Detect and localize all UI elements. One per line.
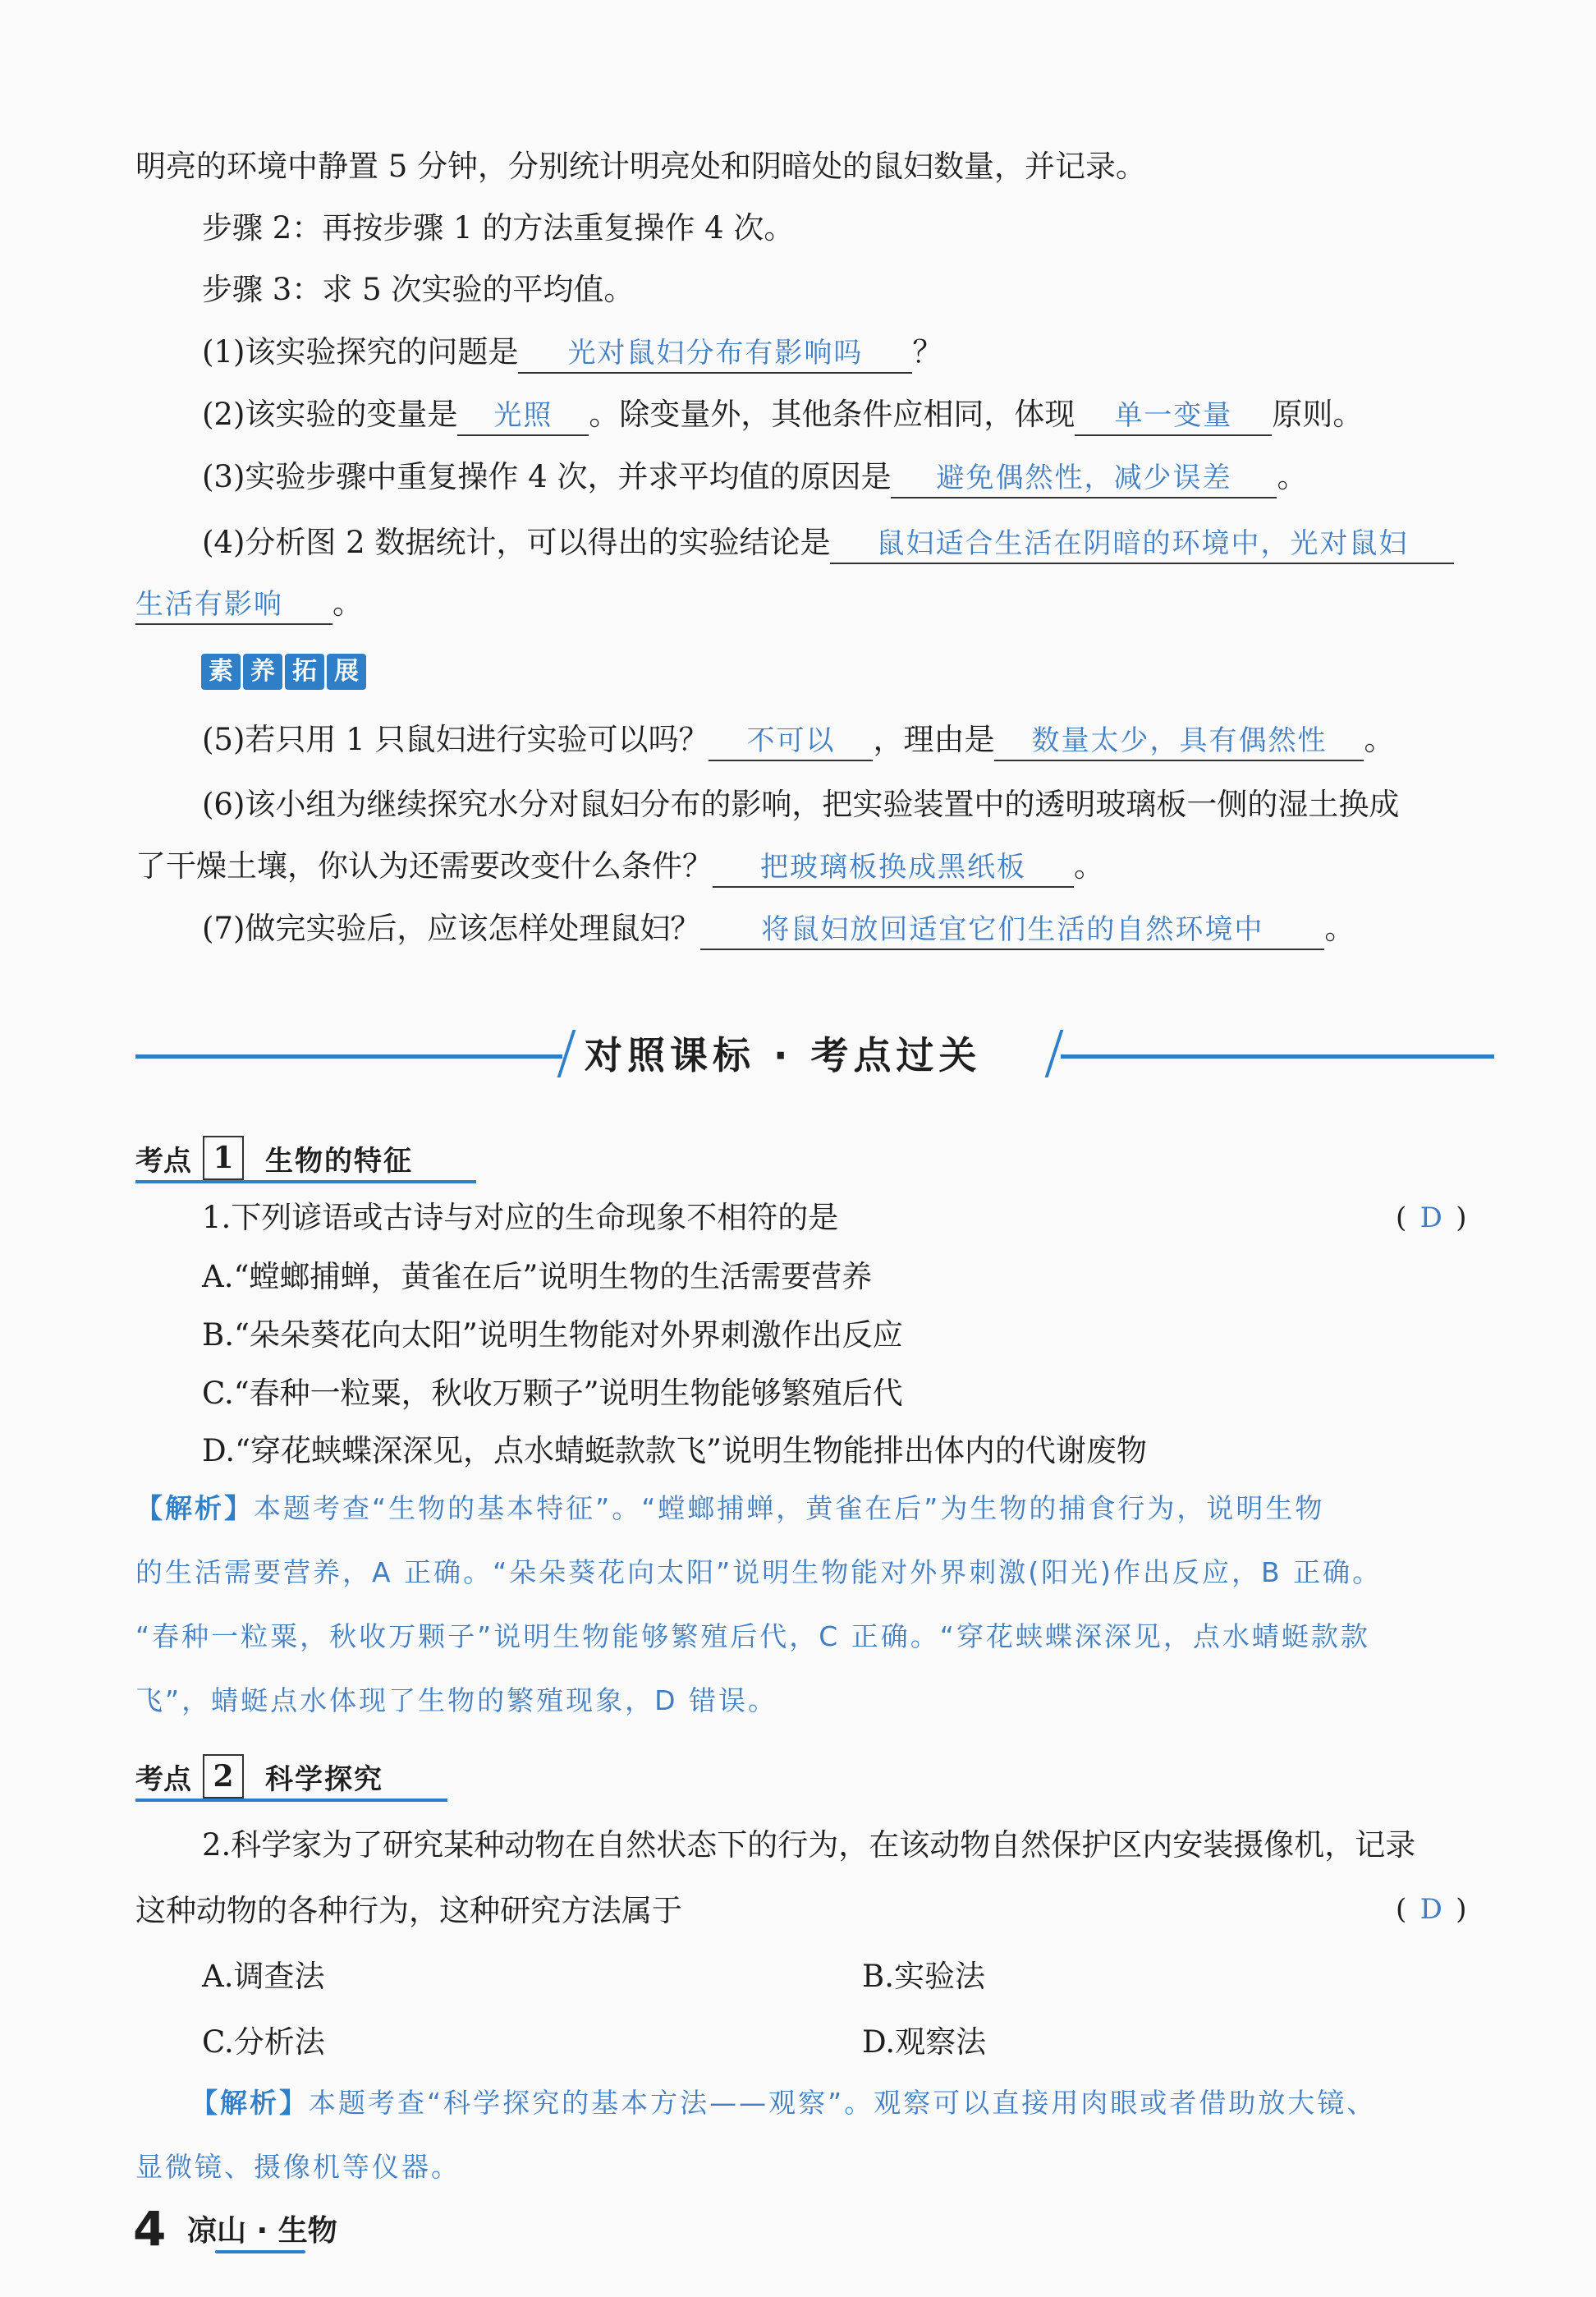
- answer-q3: 避免偶然性，减少误差: [891, 459, 1277, 498]
- point-2-question-line1: 2.科学家为了研究某种动物在自然状态下的行为，在该动物自然保护区内安装摄像机，记录: [202, 1827, 1416, 1863]
- question-5: (5)若只用 1 只鼠妇进行实验可以吗？ 不可以 ，理由是 数量太少，具有偶然性 。: [202, 719, 1394, 761]
- footer-accent-bar: [215, 2250, 305, 2253]
- point-1-explanation-line: 【解析】本题考查“生物的基本特征”。“螳螂捕蝉，黄雀在后”为生物的捕食行为，说明生物: [135, 1492, 1325, 1524]
- point-2-answer-box: ( D ): [1396, 1889, 1467, 1930]
- step-3: 步骤 3：求 5 次实验的平均值。: [202, 272, 635, 307]
- experiment-intro: 明亮的环境中静置 5 分钟，分别统计明亮处和阴暗处的鼠妇数量，并记录。: [135, 149, 1147, 184]
- question-7: (7)做完实验后，应该怎样处理鼠妇？ 将鼠妇放回适宜它们生活的自然环境中 。: [202, 908, 1355, 950]
- point-1-option-a: A.“螳螂捕蝉，黄雀在后”说明生物的生活需要营养: [202, 1259, 873, 1294]
- explanation-tag: 【解析】: [190, 2087, 309, 2119]
- answer-q4-part1: 鼠妇适合生活在阴暗的环境中，光对鼠妇: [830, 525, 1454, 564]
- point-1-explanation-line: 的生活需要营养，A 正确。“朵朵葵花向太阳”说明生物能对外界刺激(阳光)作出反应，B 正确。: [135, 1556, 1383, 1588]
- question-4: (4)分析图 2 数据统计，可以得出的实验结论是 鼠妇适合生活在阴暗的环境中，光对鼠妇: [202, 522, 1454, 564]
- point-2-title: 科学探究: [265, 1762, 383, 1796]
- point-2-option-c: C.分析法: [202, 2024, 325, 2060]
- banner-line-left: [135, 1054, 562, 1059]
- page-number: 4: [133, 2201, 167, 2257]
- answer-q6: 把玻璃板换成黑纸板: [713, 848, 1074, 888]
- point-2-option-b: B.实验法: [862, 1959, 985, 1994]
- point-2-explanation-line: 【解析】本题考查“科学探究的基本方法——观察”。观察可以直接用肉眼或者借助放大镜、: [190, 2087, 1377, 2119]
- extension-badge: [201, 654, 366, 690]
- point-1-explanation-line: “春种一粒粟，秋收万颗子”说明生物能够繁殖后代，C 正确。“穿花蛱蝶深深见，点水蜻蜓款款: [135, 1620, 1370, 1652]
- answer-q5-reason: 数量太少，具有偶然性: [994, 722, 1364, 761]
- banner-slash-right: [1045, 1030, 1064, 1077]
- badge-char: 素: [201, 654, 241, 690]
- point-1-answer: D: [1419, 1201, 1442, 1234]
- point-2-answer: D: [1419, 1893, 1442, 1926]
- point-2-explanation-line: 显微镜、摄像机等仪器。: [135, 2151, 461, 2183]
- answer-q2-principle: 单一变量: [1075, 397, 1272, 436]
- question-6-line2: 了干燥土壤，你认为还需要改变什么条件？ 把玻璃板换成黑纸板 。: [135, 846, 1104, 888]
- point-1-header: 考点 1 生物的特征: [135, 1136, 413, 1180]
- badge-char: 养: [243, 654, 282, 690]
- question-3: (3)实验步骤中重复操作 4 次，并求平均值的原因是 避免偶然性，减少误差 。: [202, 457, 1307, 498]
- point-1-title: 生物的特征: [265, 1144, 413, 1178]
- step-2: 步骤 2：再按步骤 1 的方法重复操作 4 次。: [202, 210, 795, 246]
- explanation-tag: 【解析】: [135, 1492, 254, 1524]
- answer-q4-part2: 生活有影响: [135, 586, 332, 625]
- point-1-explanation-line: 飞”，蜻蜓点水体现了生物的繁殖现象，D 错误。: [135, 1684, 777, 1716]
- question-1: (1)该实验探究的问题是 光对鼠妇分布有影响吗 ？: [202, 332, 942, 374]
- point-2-option-a: A.调查法: [202, 1959, 325, 1994]
- answer-q2-variable: 光照: [457, 397, 589, 436]
- point-2-question-line2: 这种动物的各种行为，这种研究方法属于: [135, 1893, 682, 1928]
- point-2-underline: [135, 1799, 447, 1802]
- answer-q1: 光对鼠妇分布有影响吗: [518, 334, 912, 374]
- point-1-answer-box: ( D ): [1396, 1197, 1467, 1238]
- book-series: 凉山 · 生物: [187, 2214, 337, 2248]
- section-banner-title: 对照课标 · 考点过关: [585, 1033, 982, 1077]
- answer-q7: 将鼠妇放回适宜它们生活的自然环境中: [700, 911, 1324, 950]
- point-1-option-b: B.“朵朵葵花向太阳”说明生物能对外界刺激作出反应: [202, 1317, 903, 1353]
- banner-line-right: [1061, 1054, 1494, 1059]
- point-1-number: 1: [203, 1136, 244, 1180]
- question-4-cont: 生活有影响 。: [135, 583, 363, 625]
- question-6-line1: (6)该小组为继续探究水分对鼠妇分布的影响，把实验装置中的透明玻璃板一侧的湿土换成: [202, 787, 1400, 822]
- badge-char: 拓: [285, 654, 324, 690]
- answer-q5-yesno: 不可以: [709, 722, 873, 761]
- point-1-question: 1.下列谚语或古诗与对应的生命现象不相符的是: [202, 1200, 839, 1235]
- point-2-header: 考点 2 科学探究: [135, 1754, 383, 1799]
- banner-slash-left: [557, 1030, 576, 1077]
- point-2-option-d: D.观察法: [862, 2024, 987, 2060]
- badge-char: 展: [327, 654, 366, 690]
- point-1-option-d: D.“穿花蛱蝶深深见，点水蜻蜓款款飞”说明生物能排出体内的代谢废物: [202, 1433, 1147, 1468]
- point-1-underline: [135, 1180, 476, 1183]
- point-1-option-c: C.“春种一粒粟，秋收万颗子”说明生物能够繁殖后代: [202, 1376, 903, 1411]
- question-2: (2)该实验的变量是 光照 。除变量外，其他条件应相同，体现 单一变量 原则。: [202, 394, 1363, 436]
- point-2-number: 2: [203, 1754, 244, 1799]
